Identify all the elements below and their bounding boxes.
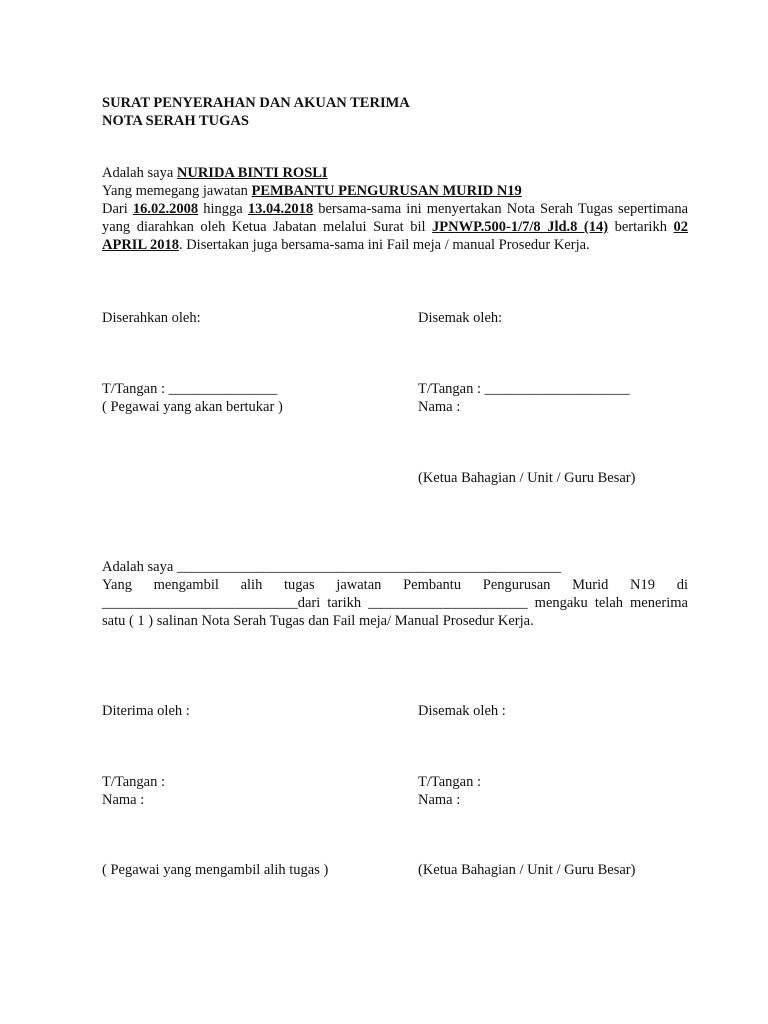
checker-name-label-2: Nama : [418, 792, 461, 808]
officer-name: NURIDA BINTI ROSLI [176, 165, 328, 181]
post-line: Yang memegang jawatan PEMBANTU PENGURUSAN MURID N19 [102, 183, 522, 199]
checker-role: (Ketua Bahagian / Unit / Guru Besar) [418, 470, 636, 486]
date-from: 16.02.2008 [132, 201, 199, 217]
received-by-label: Diterima oleh : [102, 703, 190, 719]
checker-signature-line: T/Tangan : ____________________ [418, 381, 630, 397]
document-title: SURAT PENYERAHAN DAN AKUAN TERIMA [102, 95, 410, 111]
date-to: 13.04.2018 [247, 201, 314, 217]
checker-role-2: (Ketua Bahagian / Unit / Guru Besar) [418, 862, 636, 878]
receiver-name-label: Nama : [102, 792, 145, 808]
checker-name-label: Nama : [418, 399, 461, 415]
handover-officer-role: ( Pegawai yang akan bertukar ) [102, 399, 283, 415]
intro-line: Adalah saya NURIDA BINTI ROSLI [102, 165, 328, 181]
letter-date: 02 APRIL 2018 [102, 219, 688, 253]
handover-signature-line: T/Tangan : _______________ [102, 381, 278, 397]
checker-signature-line-2: T/Tangan : [418, 774, 482, 790]
letter-reference: JPNWP.500-1/7/8 Jld.8 (14) [432, 219, 609, 235]
document-subtitle: NOTA SERAH TUGAS [102, 113, 249, 129]
acceptance-line-2: Yang mengambil alih tugas jawatan Pembantu Pengurusan Murid N19 di [102, 577, 688, 593]
receiver-signature-line: T/Tangan : [102, 774, 166, 790]
checked-by-label: Disemak oleh: [418, 310, 503, 326]
acceptance-line-3: ___________________________dari tarikh ______________________ mengaku telah menerima [102, 595, 688, 611]
acceptance-statement [102, 558, 688, 630]
acceptance-line-1: Adalah saya _____________________________________________________ [102, 559, 562, 575]
acceptance-line-4: satu ( 1 ) salinan Nota Serah Tugas dan Fail meja/ Manual Prosedur Kerja. [102, 613, 534, 629]
handover-statement [102, 164, 688, 254]
statement-body: Dari 16.02.2008 hingga 13.04.2018 bersama-sama ini menyertakan Nota Serah Tugas sepertimana yang diarahkan oleh Ketua Jabatan melalui Surat bil JPNWP.500-1/7/8 Jld.8 (14) bertarikh 02 APRIL 2018. Disertakan juga bersama-sama ini Fail meja / manual Prosedur Kerja. [102, 201, 689, 253]
handed-over-by-label: Diserahkan oleh: [102, 310, 201, 326]
post-title: PEMBANTU PENGURUSAN MURID N19 [251, 183, 522, 199]
checked-by-label-2: Disemak oleh : [418, 703, 506, 719]
receiver-role: ( Pegawai yang mengambil alih tugas ) [102, 862, 329, 878]
